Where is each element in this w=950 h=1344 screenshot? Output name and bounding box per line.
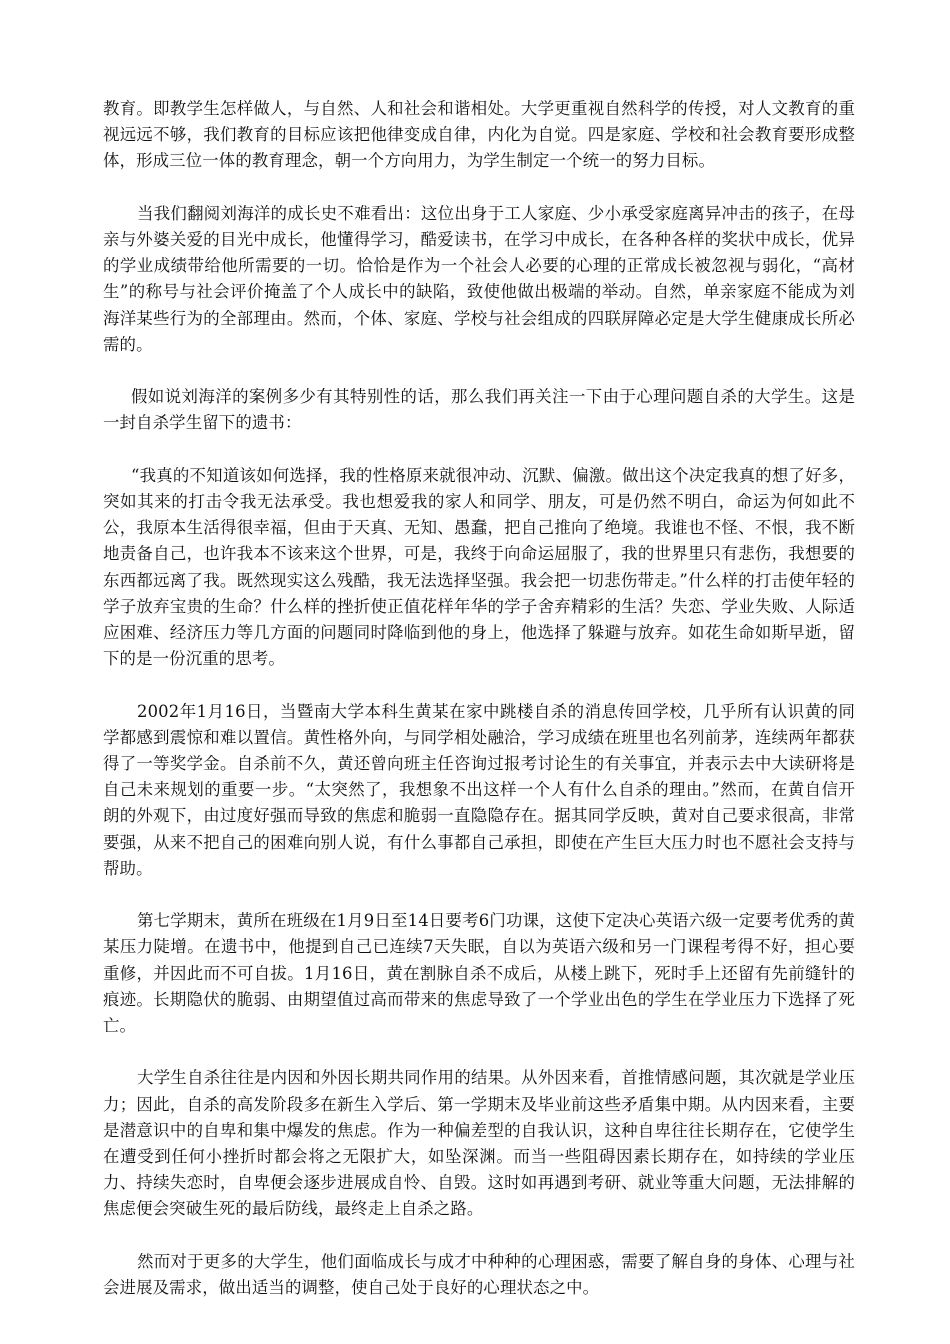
- paragraph-7: 大学生自杀往往是内因和外因长期共同作用的结果。从外因来看，首推情感问题，其次就是学业压力；因此，自杀的高发阶段多在新生入学后、第一学期末及毕业前这些矛盾集中期。从内因来看，主要是潜意识中的自卑和集中爆发的焦虑。作为一种偏差型的自我认识，这种自卑往往长期存在，它使学生在遭受到任何小挫折时都会将之无限扩大，如坠深渊。而当一些阻碍因素长期存在，如持续的学业压力、持续失恋时，自卑便会逐步进展成自怜、自毁。这时如再遇到考研、就业等重大问题，无法排解的焦虑便会突破生死的最后防线，最终走上自杀之路。: [103, 1068, 855, 1219]
- paragraph-3: 假如说刘海洋的案例多少有其特别性的话，那么我们再关注一下由于心理问题自杀的大学生。这是一封自杀学生留下的遗书：: [103, 387, 855, 433]
- paragraph-4: “我真的不知道该如何选择，我的性格原来就很冲动、沉默、偏激。做出这个决定我真的想了好多，突如其来的打击令我无法承受。我也想爱我的家人和同学、朋友，可是仍然不明白，命运为何如此不公，我原本生活得很幸福，但由于天真、无知、愚蠢，把自己推向了绝境。我谁也不怪、不恨，我不断地责备自己，也许我本不该来这个世界，可是，我终于向命运屈服了，我的世界里只有悲伤，我想要的东西都远离了我。既然现实这么残酷，我无法选择坚强。我会把一切悲伤带走。”什么样的打击使年轻的学子放弃宝贵的生命？什么样的挫折使正值花样年华的学子舍弃精彩的生活？失恋、学业失败、人际适应困难、经济压力等几方面的问题同时降临到他的身上，他选择了躲避与放弃。如花生命如斯早逝，留下的是一份沉重的思考。: [103, 465, 855, 669]
- document-body: [103, 96, 855, 1327]
- paragraph-1: 教育。即教学生怎样做人，与自然、人和社会和谐相处。大学更重视自然科学的传授，对人文教育的重视远远不够，我们教育的目标应该把他律变成自律，内化为自觉。四是家庭、学校和社会教育要形成整体，形成三位一体的教育理念，朝一个方向用力，为学生制定一个统一的努力目标。: [103, 99, 855, 171]
- paragraph-6: 第七学期末，黄所在班级在1月9日至14日要考6门功课，这使下定决心英语六级一定要考优秀的黄某压力陡增。在遗书中，他提到自己已连续7天失眠，自以为英语六级和另一门课程考得不好，担心要重修，并因此而不可自拔。1月16日，黄在割脉自杀不成后，从楼上跳下，死时手上还留有先前缝针的痕迹。长期隐伏的脆弱、由期望值过高而带来的焦虑导致了一个学业出色的学生在学业压力下选择了死亡。: [103, 911, 855, 1036]
- paragraph-2: 当我们翻阅刘海洋的成长史不难看出：这位出身于工人家庭、少小承受家庭离异冲击的孩子，在母亲与外婆关爱的目光中成长，他懂得学习，酷爱读书，在学习中成长，在各种各样的奖状中成长，优异的学业成绩带给他所需要的一切。恰恰是作为一个社会人必要的心理的正常成长被忽视与弱化，“高材生”的称号与社会评价掩盖了个人成长中的缺陷，致使他做出极端的举动。自然，单亲家庭不能成为刘海洋某些行为的全部理由。然而，个体、家庭、学校与社会组成的四联屏障必定是大学生健康成长所必需的。: [103, 203, 855, 354]
- paragraph-8: 然而对于更多的大学生，他们面临成长与成才中种种的心理困惑，需要了解自身的身体、心理与社会进展及需求，做出适当的调整，使自己处于良好的心理状态之中。: [103, 1251, 855, 1298]
- paragraph-5: 2002年1月16日，当暨南大学本科生黄某在家中跳楼自杀的消息传回学校，几乎所有认识黄的同学都感到震惊和难以置信。黄性格外向，与同学相处融洽，学习成绩在班里也名列前茅，连续两年都获得了一等奖学金。自杀前不久，黄还曾向班主任咨询过报考讨论生的有关事宜，并表示去中大读研将是自己未来规划的重要一步。“太突然了，我想象不出这样一个人有什么自杀的理由。”然而，在黄自信开朗的外观下，由过度好强而导致的焦虑和脆弱一直隐隐存在。据其同学反映，黄对自己要求很高，非常要强，从来不把自己的困难向别人说，有什么事都自己承担，即使在产生巨大压力时也不愿社会支持与帮助。: [103, 701, 855, 878]
